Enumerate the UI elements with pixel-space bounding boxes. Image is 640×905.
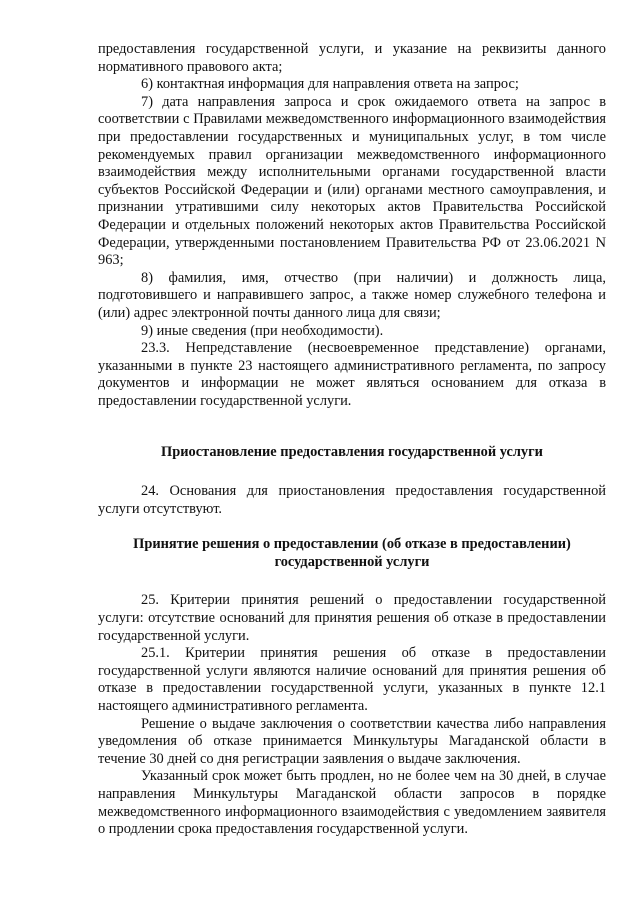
paragraph-item-6-contact-info: 6) контактная информация для направления ответа на запрос; [141,76,519,93]
spacer [98,518,606,536]
paragraph-decision-term: Решение о выдаче заключения о соответствии качества либо направления уведомления об отказе принимается Минкультуры Магаданской области в течение 30 дней со дня регистрации заявления о выдаче заключения. [98,715,606,767]
spacer [98,410,606,444]
paragraph-item-7-request-date: 7) дата направления запроса и срок ожидаемого ответа на запрос в соответствии с Правилами межведомственного информационного взаимодействия при предоставлении государственных и муниципальных услуг, в том числе рекомендуемых правил организации межведомственного информационного взаимодействия между исполнительными органами государственной власти субъектов Российской Федерации и (или) органами местного самоуправления, и признании утратившими силу некоторых актов Правительства Российской Федерации и отдельных положений некоторых актов Правительства Российской Федерации, утвержденными постановлением Правительства РФ от 23.06.2021 N 963; [98,93,606,269]
paragraph-24: 24. Основания для приостановления предоставления государственной услуги отсутствуют. [98,483,606,517]
paragraph-term-extension: Указанный срок может быть продлен, но не более чем на 30 дней, в случае направления Минкультуры Магаданской области запросов в порядке межведомственного информационного взаимодействия с уведомлением заявителя о продлении срока предоставления государственной услуги. [98,768,606,838]
paragraph-act-details-continuation: предоставления государственной услуги, и указание на реквизиты данного нормативного правового акта; [98,41,606,75]
paragraph-item-9-other-info: 9) иные сведения (при необходимости). [141,322,384,339]
document-page [98,41,606,839]
paragraph-25: 25. Критерии принятия решений о предоставлении государственной услуги: отсутствие оснований для принятия решения об отказе в предоставлении государственной услуги. [98,592,606,644]
spacer [98,462,606,483]
paragraph-25-1: 25.1. Критерии принятия решения об отказе в предоставлении государственной услуги являются наличие оснований для принятия решения об отказе в предоставлении государственной услуги, указанных в пункте 12.1 настоящего административного регламента. [98,645,606,714]
section-heading-decision: Принятие решения о предоставлении (об отказе в предоставлении) государственной услуги [133,536,571,570]
spacer [98,571,606,592]
paragraph-23-3: 23.3. Непредставление (несвоевременное представление) органами, указанными в пункте 23 настоящего административного регламента, по запросу документов и информации не может являться основанием для отказа в предоставлении государственной услуги. [98,340,606,409]
section-heading-suspension: Приостановление предоставления государственной услуги [161,444,543,461]
paragraph-item-8-responsible-person: 8) фамилия, имя, отчество (при наличии) и должность лица, подготовившего и направившего запрос, а также номер служебного телефона и (или) адрес электронной почты данного лица для связи; [98,269,606,321]
